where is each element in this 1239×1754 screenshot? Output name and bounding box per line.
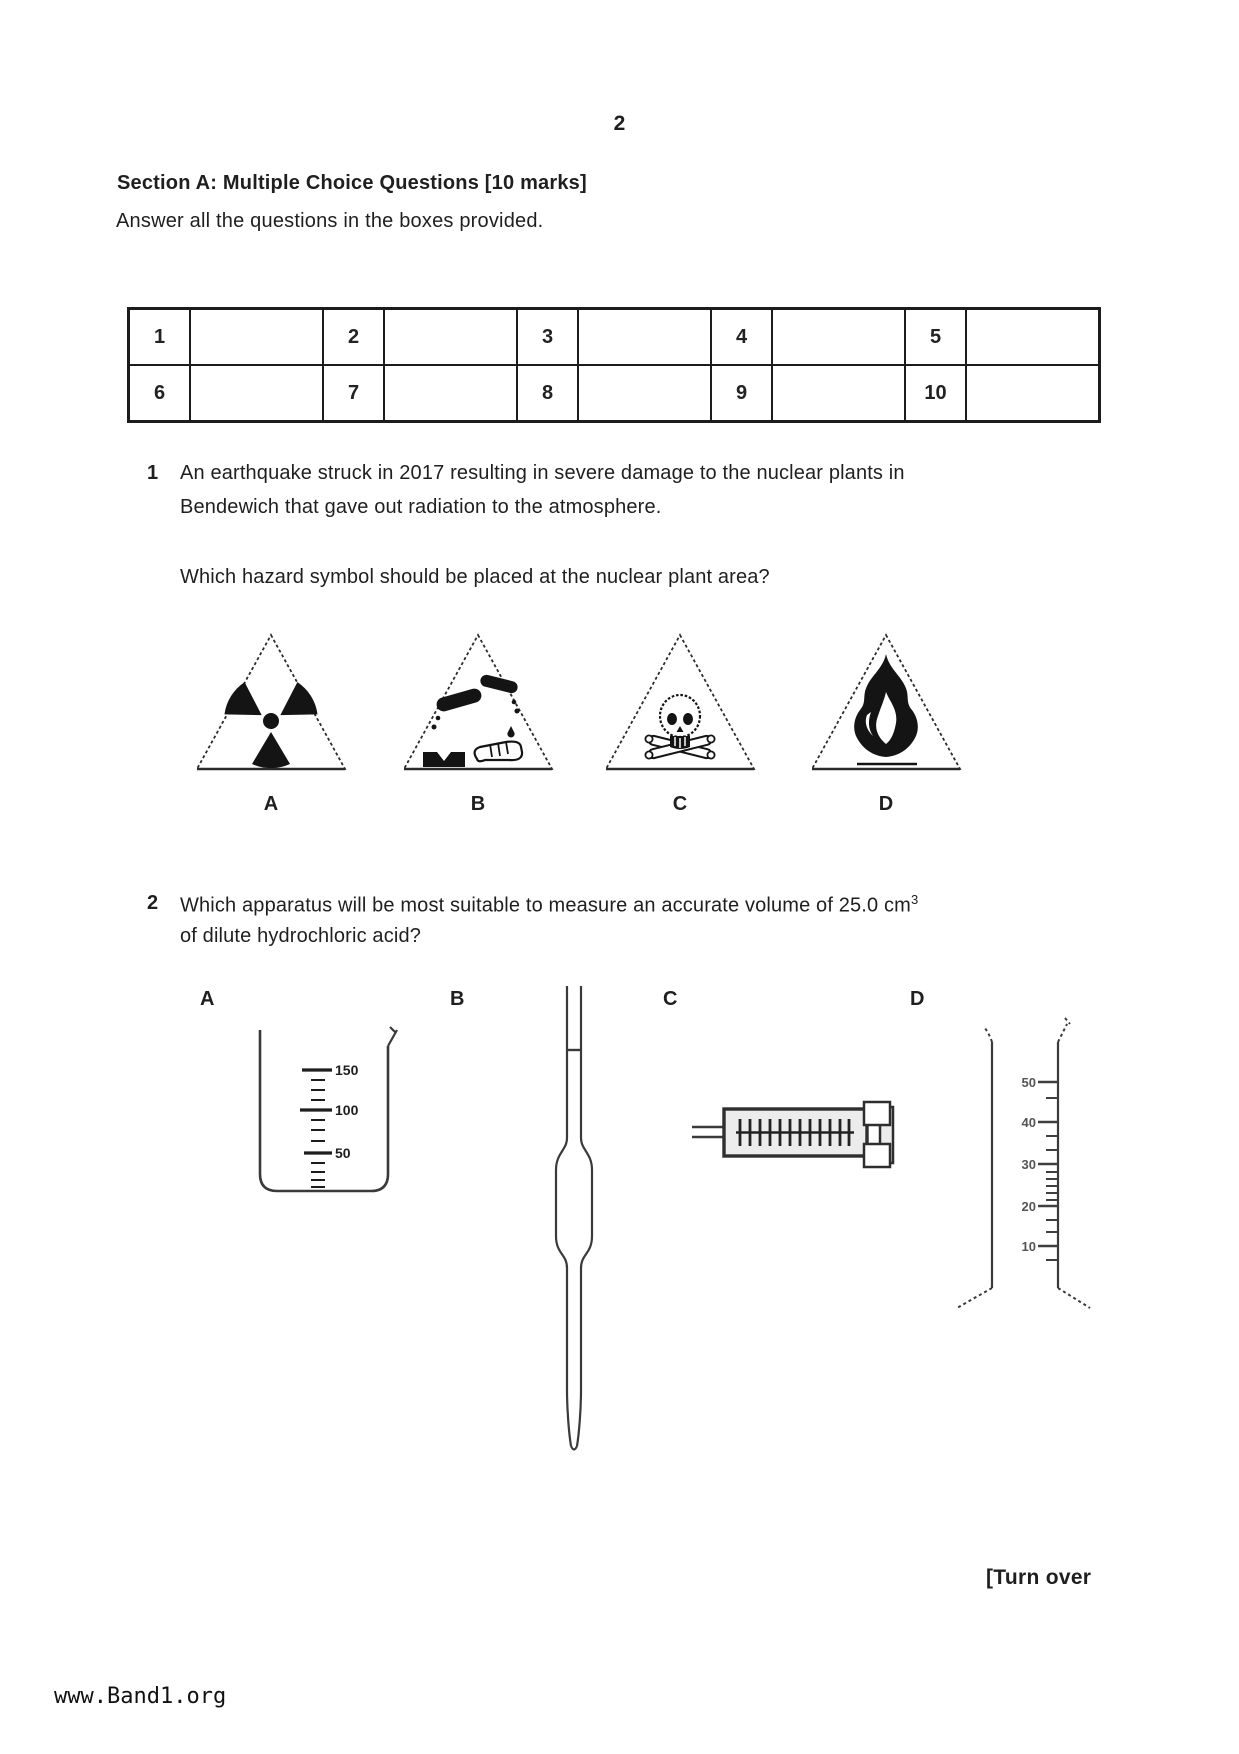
hazard-option-c: [595, 626, 765, 776]
hazard-option-d: [801, 626, 971, 776]
cylinder-scale-label-20: 20: [1021, 1199, 1036, 1214]
question-1-line-1: An earthquake struck in 2017 resulting in severe damage to the nuclear plants in: [180, 462, 905, 484]
answer-box-3[interactable]: [578, 309, 711, 366]
pipette-right-wall: [577, 986, 592, 1446]
answer-box-6[interactable]: [190, 365, 323, 422]
apparatus-option-c: [692, 1098, 907, 1172]
pipette-left-wall: [556, 986, 571, 1446]
section-title: Section A: Multiple Choice Questions [10 marks]: [117, 172, 587, 194]
hazard-option-a: [186, 626, 356, 776]
apparatus-option-a-label: A: [200, 988, 215, 1010]
cylinder-scale: [1038, 1082, 1058, 1260]
answer-box-2[interactable]: [384, 309, 517, 366]
toxic-skull-hazard-icon: [595, 626, 765, 776]
answer-grid-label-7: 7: [323, 365, 384, 422]
apparatus-option-d-label: D: [910, 988, 925, 1010]
corrosive-hazard-icon: [393, 626, 563, 776]
question-2-line-1: [180, 892, 918, 918]
question-2-superscript: 3: [910, 892, 919, 907]
answer-grid: [127, 307, 1101, 423]
answer-box-5[interactable]: [966, 309, 1100, 366]
beaker-scale-label-50: 50: [335, 1145, 351, 1161]
answer-box-9[interactable]: [772, 365, 905, 422]
apparatus-option-d: [938, 1010, 1103, 1322]
answer-grid-label-5: 5: [905, 309, 966, 366]
answer-grid-label-6: 6: [129, 365, 191, 422]
answer-grid-label-2: 2: [323, 309, 384, 366]
apparatus-option-a: [253, 1016, 401, 1206]
answer-box-8[interactable]: [578, 365, 711, 422]
question-2-number: 2: [147, 892, 159, 914]
syringe-plunger-top-tab: [864, 1102, 890, 1125]
cylinder-top-left-lip: [984, 1027, 992, 1042]
hazard-option-c-label: C: [672, 793, 688, 815]
answer-box-4[interactable]: [772, 309, 905, 366]
cylinder-top-right-lip: [1058, 1018, 1070, 1042]
answer-grid-label-9: 9: [711, 365, 772, 422]
pipette-tip: [571, 1446, 577, 1450]
question-2-line-2: of dilute hydrochloric acid?: [180, 925, 421, 947]
cylinder-scale-label-30: 30: [1021, 1157, 1036, 1172]
beaker-scale-label-150: 150: [335, 1062, 359, 1078]
question-1-line-2: Bendewich that gave out radiation to the atmosphere.: [180, 496, 662, 518]
cylinder-scale-label-40: 40: [1021, 1115, 1036, 1130]
flammable-hazard-icon: [801, 626, 971, 776]
beaker-scale: [300, 1070, 332, 1187]
answer-grid-row-1: [129, 309, 1100, 366]
apparatus-option-c-label: C: [663, 988, 678, 1010]
answer-grid-row-2: [129, 365, 1100, 422]
answer-grid-label-4: 4: [711, 309, 772, 366]
answer-grid-label-10: 10: [905, 365, 966, 422]
syringe-nozzle: [692, 1127, 724, 1137]
cylinder-base-right: [1058, 1288, 1090, 1308]
hazard-option-a-label: A: [263, 793, 279, 815]
answer-grid-label-1: 1: [129, 309, 191, 366]
cylinder-scale-label-50: 50: [1021, 1075, 1036, 1090]
question-1-number: 1: [147, 462, 159, 484]
beaker-spout: [388, 1027, 397, 1046]
question-2-line-1-text: Which apparatus will be most suitable to measure an accurate volume of 25.0 cm: [180, 894, 911, 917]
measuring-cylinder-icon: [938, 1010, 1103, 1322]
cylinder-base-left: [957, 1288, 992, 1308]
syringe-icon: [692, 1098, 907, 1172]
apparatus-option-b: [550, 986, 596, 1458]
pipette-icon: [550, 986, 596, 1458]
answer-box-7[interactable]: [384, 365, 517, 422]
hazard-option-b-label: B: [470, 793, 486, 815]
apparatus-option-b-label: B: [450, 988, 465, 1010]
beaker-scale-label-100: 100: [335, 1102, 359, 1118]
cylinder-scale-label-10: 10: [1021, 1239, 1036, 1254]
answer-box-10[interactable]: [966, 365, 1100, 422]
turn-over-note: [Turn over: [986, 1566, 1092, 1589]
answer-box-1[interactable]: [190, 309, 323, 366]
beaker-icon: [253, 1016, 401, 1206]
footer-url: www.Band1.org: [54, 1684, 227, 1709]
hazard-option-d-label: D: [878, 793, 894, 815]
answer-grid-label-8: 8: [517, 365, 578, 422]
page-number: 2: [613, 112, 626, 135]
question-1-prompt: Which hazard symbol should be placed at the nuclear plant area?: [180, 566, 770, 588]
section-instruction: Answer all the questions in the boxes provided.: [116, 210, 544, 232]
syringe-plunger-bottom-tab: [864, 1144, 890, 1167]
radioactive-hazard-icon: [186, 626, 356, 776]
answer-grid-label-3: 3: [517, 309, 578, 366]
hazard-option-b: [393, 626, 563, 776]
